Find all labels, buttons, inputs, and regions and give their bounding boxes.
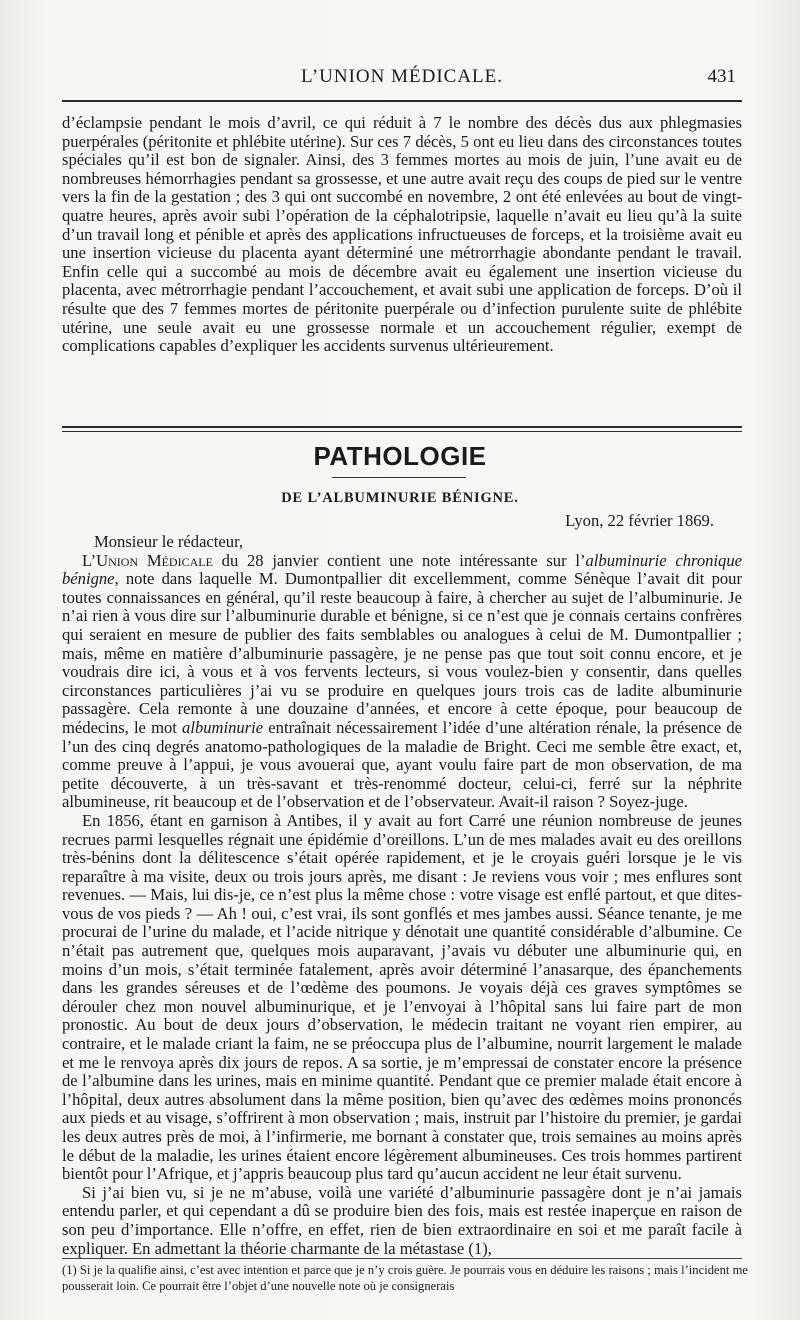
paragraph-text: entraînait nécessairement l’idée d’une altération rénale, la présence de l’un des cinq degrés anatomo-pathologiques de la maladie de Bright. Ceci me semble être exact, et, comme preuve à l’appui, je vous avouerai que, ayant voulu faire part de mon observation, de ma petite découverte, à un très-savant et très-renommé docteur, celui-ci, ferré sur la néphrite albumineuse, rit beaucoup et de l’observation et de l’observateur. Avait-il raison ? Soyez-juge.	[62, 717, 742, 812]
page-number: 431	[707, 66, 736, 87]
title-underline	[332, 477, 466, 478]
letter-paragraph-3: Si j’ai bien vu, si je ne m’abuse, voilà une variété d’albuminurie passagère dont je n’ai jamais entendu parler, et qui cependant a dû se produire bien des fois, mais est restée inaperçue en raison de son peu d’importance. Elle n’offre, en effet, rien de bien extraordinaire en soi et me paraît facile à expliquer. En admettant la théorie charmante de la métastase (1),	[62, 1182, 742, 1258]
top-paragraph: d’éclampsie pendant le mois d’avril, ce qui réduit à 7 le nombre des décès dus aux phlegmasies puerpérales (péritonite et phlébite utérine). Sur ces 7 décès, 5 ont eu lieu dans des circonstances toutes spéciales qu’il est bon de signaler. Ainsi, des 3 femmes mortes au mois de juin, l’une avait eu de nombreuses hémorrhagies pendant sa grossesse, et une autre avait reçu des coups de pied sur le ventre vers la fin de la gestation ; des 3 qui ont succombé en novembre, 2 ont été enlevées au bout de vingt-quatre heures, après avoir subi l’opération de la céphalotripsie, laquelle n’avait eu lieu qu’à la suite d’un travail long et pénible et après des applications infructueuses de forceps, et la troisième avait eu une insertion vicieuse du placenta ayant déterminé une métrorrhagie abondante pendant le travail. Enfin celle qui a succombé au mois de décembre avait eu également une insertion vicieuse du placenta, avec métrorrhagie pendant l’accouchement, et avait subi une application de forceps. D’où il résulte que des 7 femmes mortes de péritonite puerpérale ou d’infection purulente suite de phlébite utérine, une seule avait eu une grossesse normale et un accouchement régulier, exempt de complications capables d’expliquer les accidents survenus ultérieurement.	[62, 113, 742, 356]
paragraph-text: , note dans laquelle M. Dumontpallier dit excellemment, comme Sénèque l’avait dit pour toutes connaissances en général, qu’il reste beaucoup à faire, à chercher au sujet de l’albuminurie. Je n’ai rien à vous dire sur l’albuminurie durable et bénigne, si ce n’est que je connais certains confrères qui seraient en mesure de publier des faits semblables ou analogues à celui de M. Dumontpallier ; mais, même en matière d’albuminurie passagère, je ne pense pas que tout soit connu encore, et je voudrais dire ici, à vous et à vos fervents lecteurs, si vous voulez-bien y consentir, dans quelles circonstances particulières j’ai vu se produire en quelques jours trois cas de ladite albuminurie passagère. Cela remonte à une douzaine d’années, et encore à cette époque, pour beaucoup de médecins, le mot	[62, 569, 742, 737]
letter-paragraph-2: En 1856, étant en garnison à Antibes, il y avait au fort Carré une réunion nombreuse de jeunes recrues parmi lesquelles régnait une épidémie d’oreillons. L’un de mes malades avait eu des oreillons très-bénins dont la délitescence s’était opérée rapidement, et je le croyais guéri lorsque je le vis reparaître à ma visite, deux ou trois jours après, me disant : Je reviens vous voir ; mes enflures sont revenues. — Mais, lui dis-je, ce n’est plus la même chose : votre visage est enflé partout, et que dites-vous de vos pieds ? — Ah ! oui, c’est vrai, ils sont gonflés et mes jambes aussi. Séance tenante, je me procurai de l’urine du malade, et l’acide nitrique y dénotait une quantité considérable d’albumine. Ce n’était pas autrement que, quelques mois auparavant, j’avais vu débuter une albuminurie qui, en moins d’un mois, s’était terminée fatalement, après avoir déterminé l’anasarque, des épanchements dans les grandes séreuses et de l’œdème des poumons. Je voyais déjà ces graves symptômes se dérouler chez mon nouvel albuminurique, et je l’envoyai à l’hôpital sans lui faire part de mon pronostic. Au bout de deux jours d’observation, le médecin traitant ne voyant rien empirer, au contraire, et le malade criant la faim, ne se préoccupa plus de l’albumine, nourrit largement le malade et me le renvoya après dix jours de repos. A sa sortie, je m’empressai de constater encore la présence de l’albumine dans les urines, mais en minime quantité. Pendant que ce premier malade était encore à l’hôpital, deux autres absolument dans la même position, bien qu’avec des œdèmes moins prononcés aux pieds et au visage, s’offrirent à mon observation ; mais, instruit par l’histoire du premier, je gardai les deux autres près de moi, à l’infirmerie, me bornant à constater que, trois semaines au moins après le début de la maladie, les urines étaient encore légèrement albumineuses. Ces trois hommes partirent bientôt pour l’Afrique, et j’appris beaucoup plus tard qu’aucun accident ne leur était survenu.	[62, 810, 742, 1184]
letter-body	[62, 533, 742, 1258]
footnote-rule	[62, 1258, 742, 1259]
section-divider	[62, 426, 742, 432]
article-subtitle: DE L’ALBUMINURIE BÉNIGNE.	[281, 490, 519, 506]
paragraph-text: du 28 janvier contient une note intéressante sur l’	[212, 550, 586, 570]
top-paragraph-block	[62, 114, 742, 356]
letter-paragraph-1	[62, 552, 742, 812]
header-rule	[62, 100, 742, 102]
running-title: L’UNION MÉDICALE.	[300, 66, 504, 87]
italic-term: albuminurie chronique bénigne	[62, 550, 743, 589]
letter-dateline: Lyon, 22 février 1869.	[565, 511, 714, 530]
page-header	[62, 66, 742, 96]
italic-term: albuminurie	[182, 717, 264, 737]
journal-name: L’Union Médicale	[82, 550, 213, 570]
letter-salutation: Monsieur le rédacteur,	[94, 532, 244, 551]
section-title: PATHOLOGIE	[313, 441, 487, 471]
footnote: (1) Si je la qualifie ainsi, c’est avec intention et parce que je n’y crois guère. Je pourrais vous en déduire les raisons ; mais l’incident me pousserait loin. Ce pourrait être l’objet d’une nouvelle note où je consignerais	[62, 1263, 748, 1293]
